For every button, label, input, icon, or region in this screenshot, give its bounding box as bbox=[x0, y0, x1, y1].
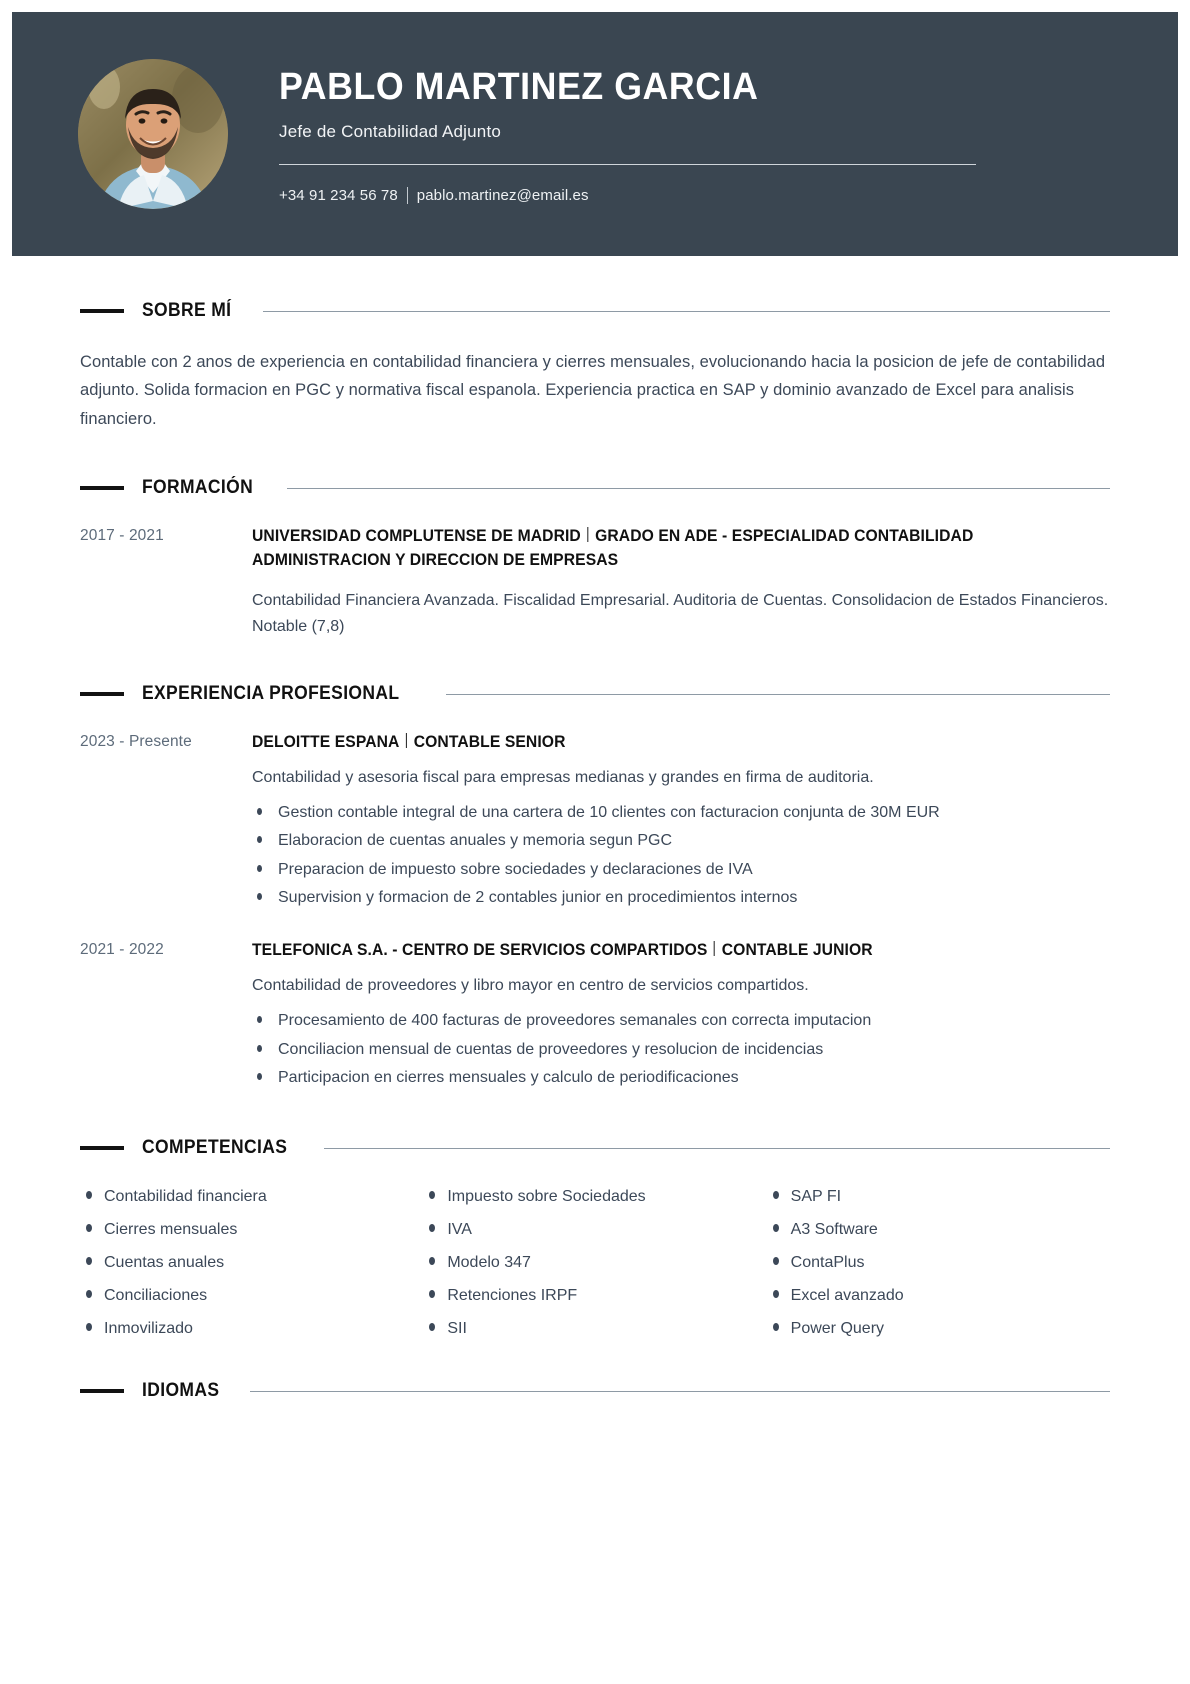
phone-text: +34 91 234 56 78 bbox=[279, 186, 398, 204]
list-item: Participacion en cierres mensuales y calculo de periodificaciones bbox=[252, 1065, 1110, 1090]
experience-entry-body bbox=[252, 939, 1110, 1093]
education-description: Contabilidad Financiera Avanzada. Fiscalidad Empresarial. Auditoria de Cuentas. Consolidacion de Estados Financieros. Notable (7,8) bbox=[252, 591, 1109, 635]
resume-body bbox=[12, 300, 1178, 1402]
contact-separator bbox=[407, 187, 408, 204]
experience-dates: 2021 - 2022 bbox=[80, 941, 164, 959]
list-item: Preparacion de impuesto sobre sociedades y declaraciones de IVA bbox=[252, 857, 1110, 882]
experience-entry-body bbox=[252, 731, 1110, 913]
list-item: Conciliacion mensual de cuentas de proveedores y resolucion de incidencias bbox=[252, 1037, 1110, 1062]
section-rule bbox=[324, 1148, 1110, 1149]
header-text-block bbox=[279, 64, 979, 204]
experience-description: Contabilidad y asesoria fiscal para empresas medianas y grandes en firma de auditoria. bbox=[252, 768, 874, 786]
skill-item: Cuentas anuales bbox=[80, 1251, 423, 1284]
title-separator-icon bbox=[587, 527, 588, 542]
skill-item: Conciliaciones bbox=[80, 1284, 423, 1317]
section-rule bbox=[250, 1391, 1110, 1392]
education-entry-body bbox=[252, 525, 1110, 639]
section-rule bbox=[446, 694, 1110, 695]
experience-dates: 2023 - Presente bbox=[80, 733, 192, 751]
list-item: Gestion contable integral de una cartera de 10 clientes con facturacion conjunta de 30M EUR bbox=[252, 800, 1110, 825]
experience-role: CONTABLE SENIOR bbox=[413, 733, 566, 752]
section-rule bbox=[263, 311, 1110, 312]
education-institution: UNIVERSIDAD COMPLUTENSE DE MADRID bbox=[252, 527, 581, 546]
section-header-skills bbox=[80, 1137, 1110, 1159]
skill-item: Power Query bbox=[767, 1317, 1110, 1350]
section-header-languages bbox=[80, 1380, 1110, 1402]
skills-grid bbox=[80, 1185, 1110, 1350]
contact-line bbox=[279, 187, 979, 204]
section-title-about: SOBRE MÍ bbox=[142, 300, 232, 321]
section-dash-icon bbox=[80, 486, 124, 490]
about-text: Contable con 2 anos de experiencia en contabilidad financiera y cierres mensuales, evolucionando hacia la posicion de jefe de contabilidad adjunto. Solida formacion en PGC y normativa fiscal espanola. Experiencia practica en SAP y dominio avanzado de Excel para analisis financiero. bbox=[80, 353, 1106, 428]
section-title-languages: IDIOMAS bbox=[142, 1380, 220, 1402]
title-separator-icon bbox=[714, 941, 715, 956]
list-item: Elaboracion de cuentas anuales y memoria segun PGC bbox=[252, 828, 1110, 853]
resume-header bbox=[12, 12, 1178, 256]
skill-item: Contabilidad financiera bbox=[80, 1185, 423, 1218]
section-title-education: FORMACIÓN bbox=[142, 477, 254, 499]
skill-item: Inmovilizado bbox=[80, 1317, 423, 1350]
experience-role: CONTABLE JUNIOR bbox=[721, 941, 873, 960]
section-dash-icon bbox=[80, 1146, 124, 1150]
job-title: Jefe de Contabilidad Adjunto bbox=[279, 121, 502, 141]
section-title-skills: COMPETENCIAS bbox=[142, 1137, 288, 1159]
experience-bullet-list bbox=[252, 800, 1110, 910]
section-header-about bbox=[80, 300, 1110, 322]
experience-heading bbox=[252, 939, 1067, 962]
section-dash-icon bbox=[80, 692, 124, 696]
experience-entry bbox=[80, 939, 1110, 1093]
skill-item: IVA bbox=[423, 1218, 766, 1251]
skill-item: Cierres mensuales bbox=[80, 1218, 423, 1251]
education-dates: 2017 - 2021 bbox=[80, 527, 164, 545]
skill-item: Retenciones IRPF bbox=[423, 1284, 766, 1317]
skill-item: ContaPlus bbox=[767, 1251, 1110, 1284]
skill-item: SII bbox=[423, 1317, 766, 1350]
skill-item: SAP FI bbox=[767, 1185, 1110, 1218]
section-title-experience: EXPERIENCIA PROFESIONAL bbox=[142, 683, 400, 705]
skill-item: A3 Software bbox=[767, 1218, 1110, 1251]
skill-item: Modelo 347 bbox=[423, 1251, 766, 1284]
section-rule bbox=[287, 488, 1110, 489]
section-dash-icon bbox=[80, 1389, 124, 1393]
education-degree: GRADO EN ADE - ESPECIALIDAD CONTABILIDAD ADMINISTRACION Y DIRECCION DE EMPRESAS bbox=[252, 527, 974, 569]
header-divider bbox=[279, 164, 976, 165]
section-header-experience bbox=[80, 683, 1110, 705]
experience-company: TELEFONICA S.A. - CENTRO DE SERVICIOS COMPARTIDOS bbox=[252, 941, 708, 960]
skill-item: Impuesto sobre Sociedades bbox=[423, 1185, 766, 1218]
avatar bbox=[78, 59, 228, 209]
education-heading bbox=[252, 525, 1067, 572]
section-header-education bbox=[80, 477, 1110, 499]
email-text: pablo.martinez@email.es bbox=[416, 186, 589, 204]
experience-heading bbox=[252, 731, 1067, 754]
title-separator-icon bbox=[406, 733, 407, 748]
list-item: Supervision y formacion de 2 contables junior en procedimientos internos bbox=[252, 885, 1110, 910]
page-title: PABLO MARTINEZ GARCIA bbox=[279, 66, 759, 109]
profile-photo-icon bbox=[78, 59, 228, 209]
list-item: Procesamiento de 400 facturas de proveedores semanales con correcta imputacion bbox=[252, 1008, 1110, 1033]
education-entry bbox=[80, 525, 1110, 639]
experience-entry bbox=[80, 731, 1110, 913]
experience-company: DELOITTE ESPANA bbox=[252, 733, 400, 752]
section-dash-icon bbox=[80, 309, 124, 313]
experience-description: Contabilidad de proveedores y libro mayor en centro de servicios compartidos. bbox=[252, 976, 809, 994]
experience-bullet-list bbox=[252, 1008, 1110, 1090]
skill-item: Excel avanzado bbox=[767, 1284, 1110, 1317]
